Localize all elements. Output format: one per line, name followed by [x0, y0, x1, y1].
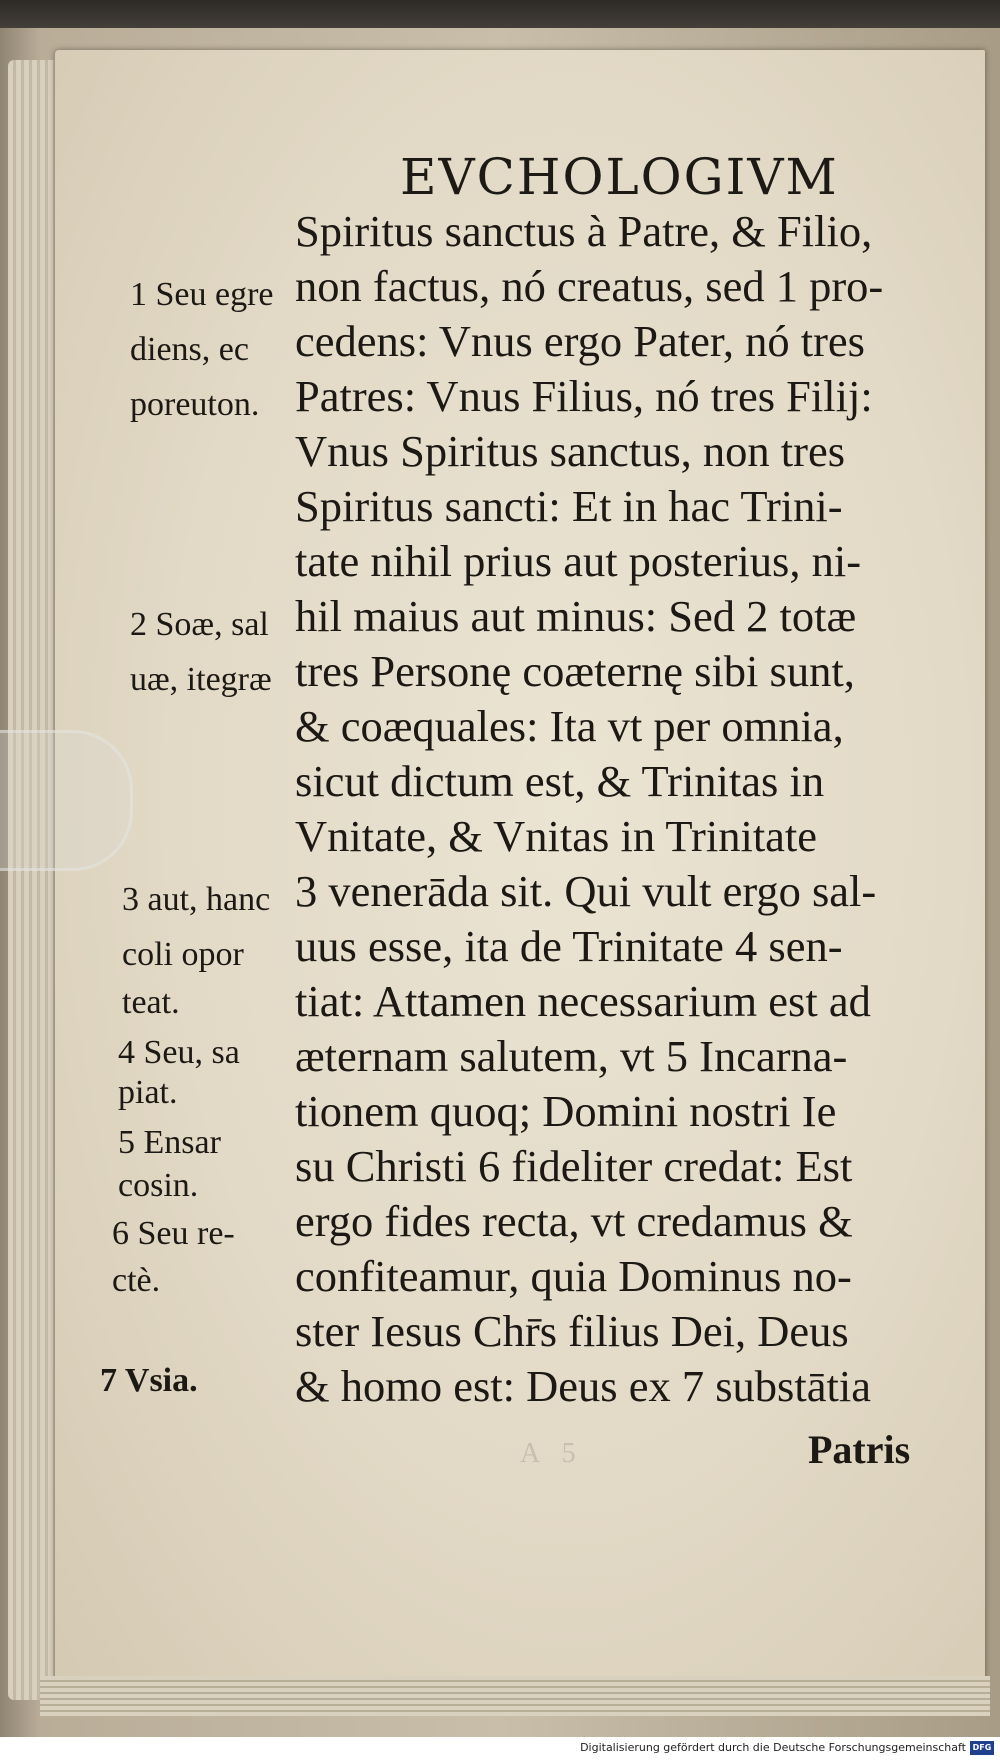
- marginal-note: 6 Seu re-: [112, 1215, 235, 1252]
- dfg-logo: DFG: [970, 1741, 994, 1755]
- marginal-note: 7 Vsia.: [100, 1362, 198, 1399]
- signature-mark: A 5: [520, 1438, 584, 1469]
- body-line: sicut dictum est, & Trinitas in: [295, 756, 825, 806]
- clasp: [0, 730, 133, 871]
- marginal-note: 4 Seu, sa: [118, 1034, 240, 1071]
- body-line: confiteamur, quia Dominus no-: [295, 1251, 852, 1301]
- body-line: hil maius aut minus: Sed 2 totæ: [295, 591, 857, 641]
- funding-credit: Digitalisierung gefördert durch die Deutsche Forschungsgemeinschaft: [580, 1741, 966, 1754]
- body-line: Vnitate, & Vnitas in Trinitate: [295, 811, 818, 861]
- marginal-note: coli opor: [122, 936, 244, 973]
- body-line: Spiritus sanctus à Patre, & Filio,: [295, 206, 873, 256]
- body-line: cedens: Vnus ergo Pater, nó tres: [295, 316, 866, 366]
- body-line: & homo est: Deus ex 7 substātia: [295, 1361, 871, 1411]
- marginal-note: teat.: [122, 984, 180, 1021]
- body-line: Vnus Spiritus sanctus, non tres: [295, 426, 846, 476]
- body-line: tate nihil prius aut posterius, ni-: [295, 536, 862, 586]
- marginal-note: 5 Ensar: [118, 1124, 221, 1161]
- body-line: & coæquales: Ita vt per omnia,: [295, 701, 844, 751]
- running-head: EVCHOLOGIVM: [400, 148, 839, 206]
- body-line: Patres: Vnus Filius, nó tres Filij:: [295, 371, 873, 421]
- footer: [0, 1737, 1000, 1761]
- body-line: tiat: Attamen necessarium est ad: [295, 976, 871, 1026]
- catchword: Patris: [808, 1427, 911, 1472]
- body-line: su Christi 6 fideliter credat: Est: [295, 1141, 853, 1191]
- body-line: ster Iesus Chr̄s filius Dei, Deus: [295, 1306, 849, 1356]
- body-text: [295, 204, 965, 1414]
- marginal-note: 3 aut, hanc: [122, 881, 271, 918]
- body-line: tionem quoq; Domini nostri Ie: [295, 1086, 837, 1136]
- marginal-note: uæ, itegræ: [130, 661, 272, 698]
- body-line: Spiritus sancti: Et in hac Trini-: [295, 481, 843, 531]
- book-top-edge: [0, 0, 1000, 30]
- marginal-note: cosin.: [118, 1167, 199, 1204]
- body-line: uus esse, ita de Trinitate 4 sen-: [295, 921, 843, 971]
- marginal-note: diens, ec: [130, 331, 249, 368]
- marginal-note: 1 Seu egre: [130, 276, 274, 313]
- marginal-note: 2 Soæ, sal: [130, 606, 269, 643]
- body-line: ergo fides recta, vt credamus &: [295, 1196, 853, 1246]
- body-line: tres Personę coæternę sibi sunt,: [295, 646, 855, 696]
- page-edges-bottom: [40, 1676, 990, 1716]
- body-line: non factus, nó creatus, sed 1 pro-: [295, 261, 884, 311]
- marginal-note: ctè.: [112, 1262, 161, 1299]
- body-line: æternam salutem, vt 5 Incarna-: [295, 1031, 848, 1081]
- marginal-note: poreuton.: [130, 386, 260, 423]
- marginal-note: piat.: [118, 1074, 178, 1111]
- body-line: 3 venerāda sit. Qui vult ergo sal-: [295, 866, 877, 916]
